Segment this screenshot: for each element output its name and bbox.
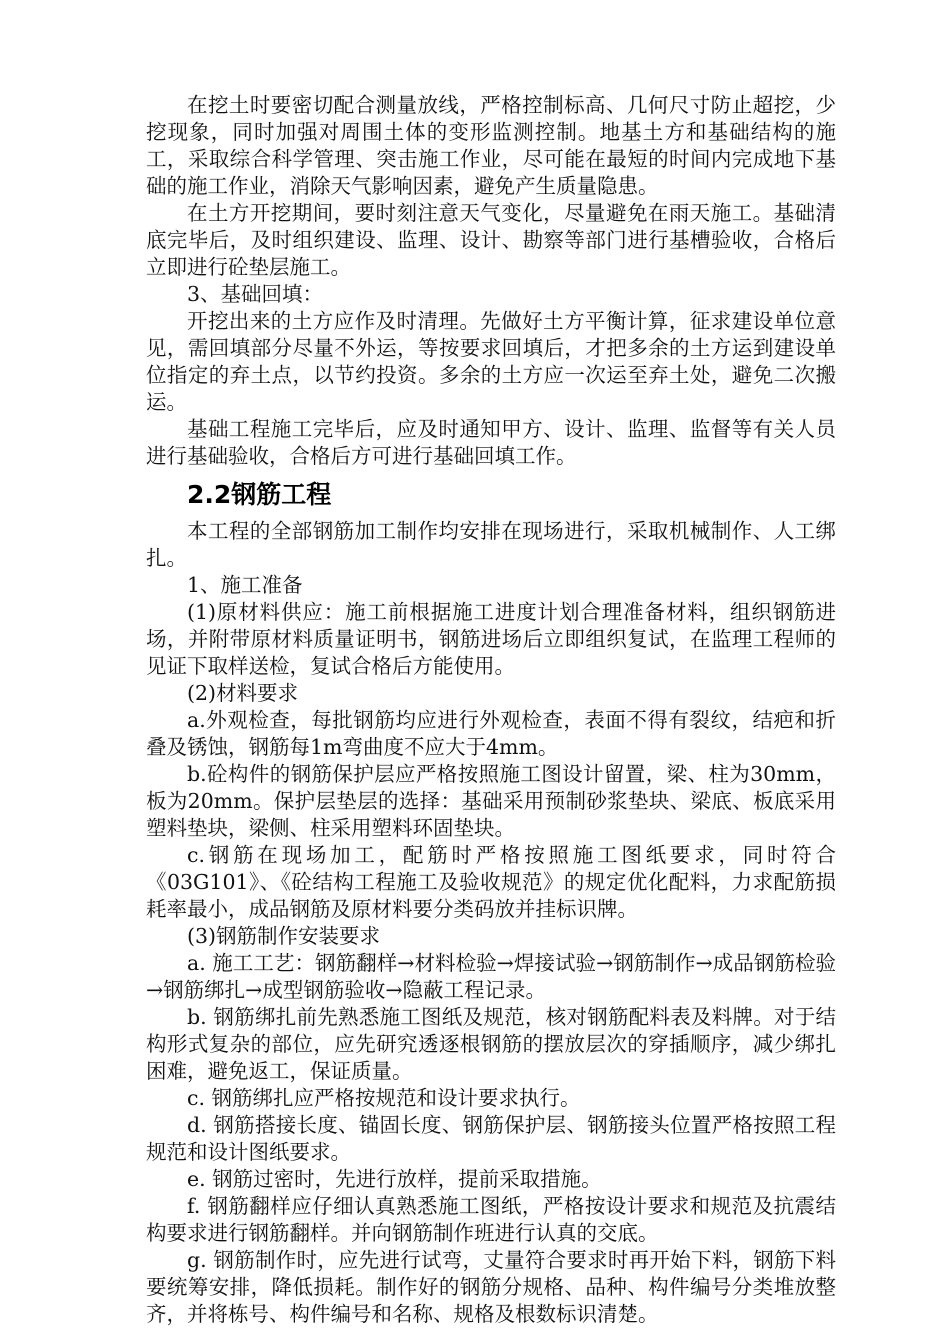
paragraph-protective-layer: b.砼构件的钢筋保护层应严格按照施工图设计留置，梁、柱为30mm，板为20mm。保护层垫层的选择：基础采用预制砂浆垫块、梁底、板底采用塑料垫块，梁侧、柱采用塑料环固垫块。 <box>146 762 836 840</box>
paragraph-rebar-detailing: f. 钢筋翻样应仔细认真熟悉施工图纸，严格按设计要求和规范及抗震结构要求进行钢筋翻样。并向钢筋制作班进行认真的交底。 <box>146 1194 836 1245</box>
document-page <box>146 92 836 1328</box>
subheading-construction-preparation: 1、施工准备 <box>187 573 303 597</box>
subheading-foundation-backfill: 3、基础回填： <box>187 282 324 306</box>
paragraph-binding-preparation: b. 钢筋绑扎前先熟悉施工图纸及规范，核对钢筋配料表及料牌。对于结构形式复杂的部位，应先研究透逐根钢筋的摆放层次的穿插顺序，减少绑扎困难，避免返工，保证质量。 <box>146 1005 836 1083</box>
paragraph-dense-rebar: e. 钢筋过密时，先进行放样，提前采取措施。 <box>187 1167 602 1191</box>
paragraph-excavation-coordination: 在挖土时要密切配合测量放线，严格控制标高、几何尺寸防止超挖，少挖现象，同时加强对周围土体的变形监测控制。地基土方和基础结构的施工，采取综合科学管理、突击施工作业，尽可能在最短的时间内完成地下基础的施工作业，消除天气影响因素，避免产生质量隐患。 <box>146 93 836 198</box>
paragraph-foundation-acceptance: 基础工程施工完毕后，应及时通知甲方、设计、监理、监督等有关人员进行基础验收，合格后方可进行基础回填工作。 <box>146 417 836 468</box>
paragraph-lap-anchorage: d. 钢筋搭接长度、锚固长度、钢筋保护层、钢筋接头位置严格按照工程规范和设计图纸要求。 <box>146 1113 836 1164</box>
paragraph-earthwork-cleanup: 开挖出来的土方应作及时清理。先做好土方平衡计算，征求建设单位意见，需回填部分尽量不外运，等按要求回填后，才把多余的土方运到建设单位指定的弃土点，以节约投资。多余的土方应一次运至弃土处，避免二次搬运。 <box>146 309 836 414</box>
subheading-fabrication-installation: (3)钢筋制作安装要求 <box>187 924 381 948</box>
paragraph-rebar-overview: 本工程的全部钢筋加工制作均安排在现场进行，采取机械制作、人工绑扎。 <box>146 519 836 570</box>
paragraph-weather-and-acceptance: 在土方开挖期间，要时刻注意天气变化，尽量避免在雨天施工。基础清底完毕后，及时组织建设、监理、设计、勘察等部门进行基槽验收，合格后立即进行砼垫层施工。 <box>146 201 836 279</box>
paragraph-visual-inspection: a.外观检查，每批钢筋均应进行外观检查，表面不得有裂纹，结疤和折叠及锈蚀，钢筋每1m弯曲度不应大于4mm。 <box>146 708 836 759</box>
paragraph-onsite-processing: c.钢筋在现场加工，配筋时严格按照施工图纸要求，同时符合《03G101》、《砼结构工程施工及验收规范》的规定优化配料，力求配筋损耗率最小，成品钢筋及原材料要分类码放并挂标识牌。 <box>146 843 836 921</box>
subheading-material-requirements: (2)材料要求 <box>187 681 299 705</box>
paragraph-trial-bending: g. 钢筋制作时，应先进行试弯，丈量符合要求时再开始下料，钢筋下料要统筹安排，降低损耗。制作好的钢筋分规格、品种、构件编号分类堆放整齐，并将栋号、构件编号和名称、规格及根数标识清楚。 <box>146 1248 836 1326</box>
paragraph-raw-material-supply: (1)原材料供应：施工前根据施工进度计划合理准备材料，组织钢筋进场，并附带原材料质量证明书，钢筋进场后立即组织复试，在监理工程师的见证下取样送检，复试合格后方能使用。 <box>146 600 836 678</box>
paragraph-binding-standards: c. 钢筋绑扎应严格按规范和设计要求执行。 <box>187 1086 581 1110</box>
paragraph-construction-process: a. 施工工艺：钢筋翻样→材料检验→焊接试验→钢筋制作→成品钢筋检验→钢筋绑扎→成型钢筋验收→隐蔽工程记录。 <box>146 951 836 1002</box>
section-heading-rebar-works: 2.2钢筋工程 <box>187 480 332 509</box>
